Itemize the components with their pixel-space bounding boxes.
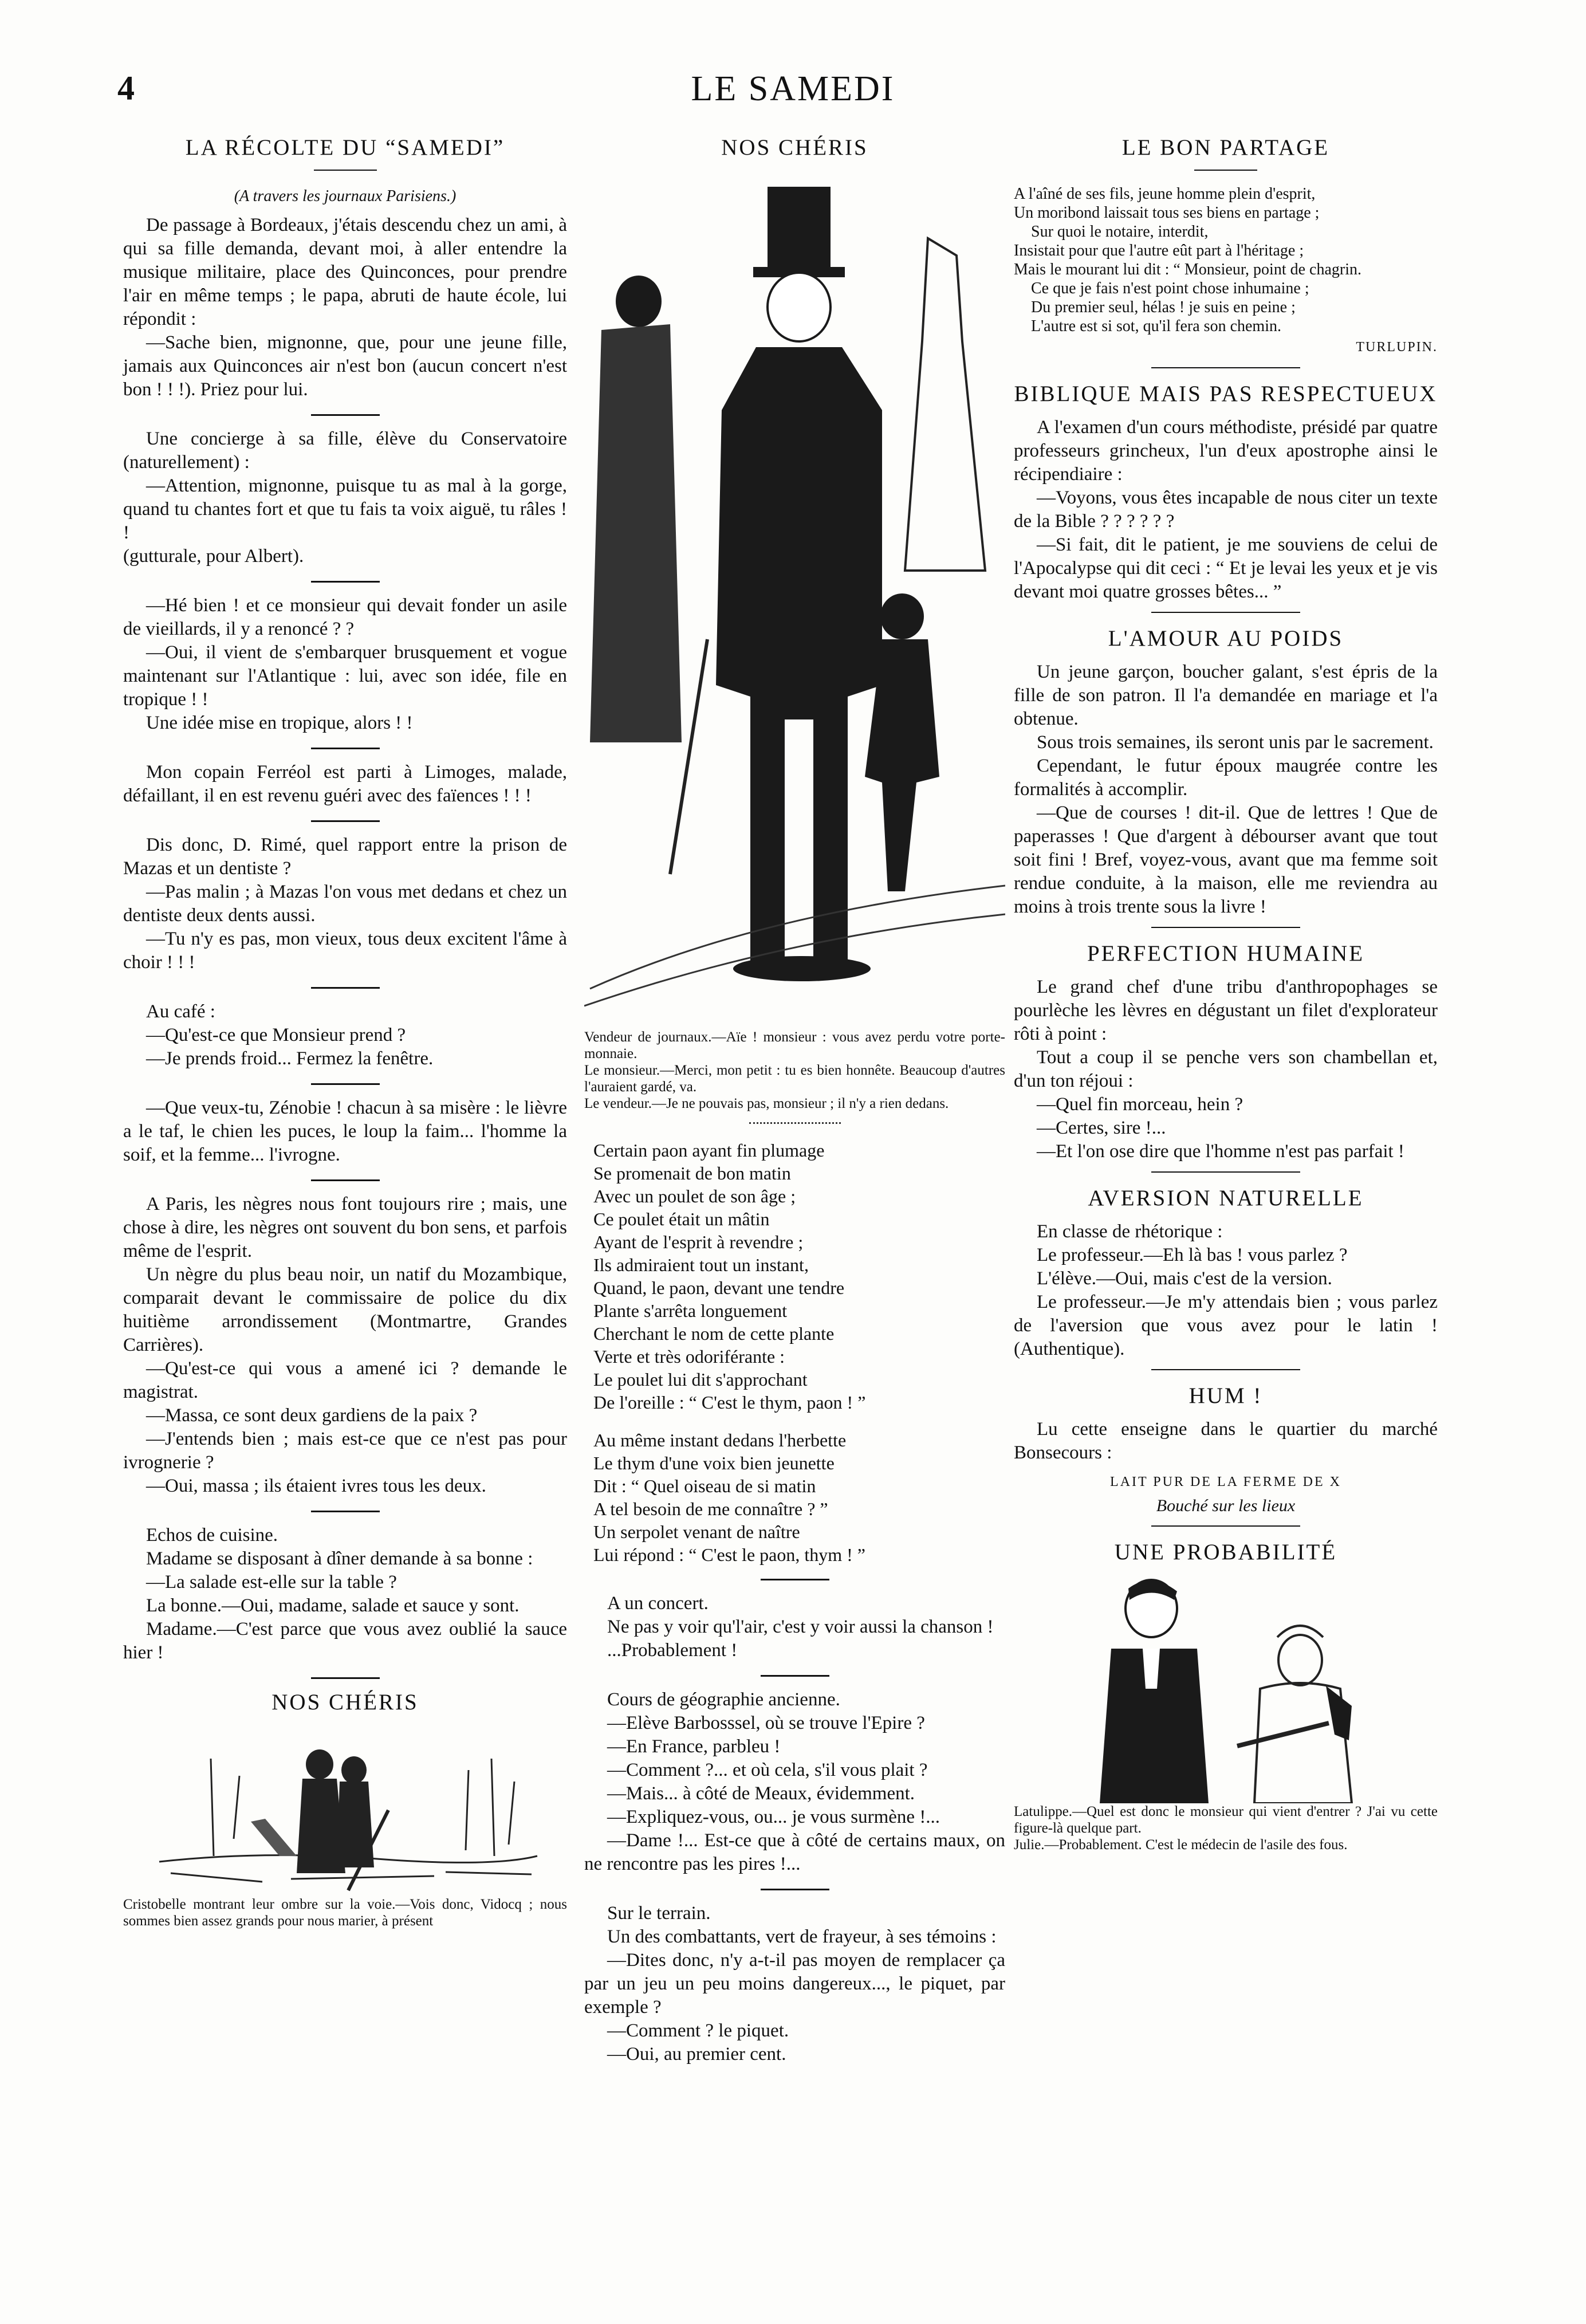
divider xyxy=(311,414,380,416)
verse-line: Lui répond : “ C'est le paon, thym ! ” xyxy=(593,1544,865,1565)
paragraph: —Qu'est-ce que Monsieur prend ? xyxy=(146,1025,406,1045)
verse-line: A tel besoin de me connaître ? ” xyxy=(593,1499,828,1519)
page-header xyxy=(0,69,1586,120)
paragraph: Dis donc, D. Rimé, quel rapport entre la prison de Mazas et un dentiste ? xyxy=(123,835,567,879)
divider xyxy=(311,987,380,989)
article-subtitle: (A travers les journaux Parisiens.) xyxy=(234,187,456,205)
paragraph: —Oui, il vient de s'embarquer brusquement et vogue maintenant sur l'Atlantique : lui, avec son idée, file en tropique ! ! xyxy=(123,642,567,710)
paragraph: Le professeur.—Eh là bas ! vous parlez ? xyxy=(1037,1245,1348,1265)
verse-line: Mais le mourant lui dit : “ Monsieur, point de chagrin. xyxy=(1014,261,1361,278)
paragraph: Une concierge à sa fille, élève du Conservatoire (naturellement) : xyxy=(123,428,567,473)
verse-line: Se promenait de bon matin xyxy=(593,1163,791,1183)
paragraph: Le grand chef d'une tribu d'anthropophages se pourlèche les lèvres en dégustant un filet d'explorateur rôti à point : xyxy=(1014,977,1438,1044)
verse-line: Ils admiraient tout un instant, xyxy=(593,1255,809,1275)
paragraph: —Hé bien ! et ce monsieur qui devait fonder un asile de vieillards, il y a renoncé ? ? xyxy=(123,595,567,639)
divider xyxy=(1151,1525,1300,1527)
verse-line: Le thym d'une voix bien jeunette xyxy=(593,1453,835,1473)
paragraph: (gutturale, pour Albert). xyxy=(123,546,304,567)
paragraph: Cependant, le futur époux maugrée contre les formalités à accomplir. xyxy=(1014,756,1438,800)
verse-line: A l'aîné de ses fils, jeune homme plein d'esprit, xyxy=(1014,185,1316,203)
paragraph: —Dites donc, n'y a-t-il pas moyen de remplacer ça par un jeu un peu moins dangereux..., le piquet, par exemple ? xyxy=(584,1950,1005,2018)
illustration-caption: Vendeur de journaux.—Aïe ! monsieur : vous avez perdu votre porte-monnaie. Le monsieur.—Merci, mon petit : tu es bien honnête. Beaucoup d'autres l'auraient gardé, va. Le vendeur.—Je ne pouvais pas, monsieur ; il n'y a rien dedans. xyxy=(584,1029,1005,1111)
paragraph: Sous trois semaines, ils seront unis par le sacrement. xyxy=(1037,732,1434,753)
gentleman-and-newsboy-illustration xyxy=(584,170,1005,1029)
paragraph: —Massa, ce sont deux gardiens de la paix ? xyxy=(146,1405,478,1426)
divider xyxy=(311,748,380,749)
divider xyxy=(311,1083,380,1085)
divider xyxy=(761,1889,829,1890)
paragraph: —Voyons, vous êtes incapable de nous citer un texte de la Bible ? ? ? ? ? ? xyxy=(1014,487,1438,532)
divider xyxy=(1151,367,1300,368)
verse-line: De l'oreille : “ C'est le thym, paon ! ” xyxy=(593,1392,866,1413)
paragraph: Un jeune garçon, boucher galant, s'est épris de la fille de son patron. Il l'a demandée en mariage et l'a obtenue. xyxy=(1014,662,1438,729)
paragraph: —Comment ?... et où cela, s'il vous plait ? xyxy=(607,1760,928,1780)
article-title: AVERSION NATURELLE xyxy=(1088,1186,1364,1210)
paragraph: —Que veux-tu, Zénobie ! chacun à sa misère : le lièvre a le taf, le chien les puces, le loup la faim... l'homme la soif, et la femme... l'ivrogne. xyxy=(123,1098,567,1165)
divider xyxy=(761,1579,829,1580)
paragraph: Ne pas y voir qu'l'air, c'est y voir aussi la chanson ! xyxy=(607,1617,994,1637)
article-title: HUM ! xyxy=(1188,1383,1263,1408)
article-title: BIBLIQUE MAIS PAS RESPECTUEUX xyxy=(1014,382,1438,406)
illustration-caption: Cristobelle montrant leur ombre sur la voie.—Vois donc, Vidocq ; nous sommes bien assez grands pour nous marier, à présent xyxy=(123,1897,567,1929)
divider xyxy=(311,1179,380,1181)
paragraph: Un nègre du plus beau noir, un natif du Mozambique, comparait devant le commissaire de police du dix huitième arrondissement (Montmartre, Grandes Carrières). xyxy=(123,1264,567,1355)
paragraph: Madame.—C'est parce que vous avez oublié la sauce hier ! xyxy=(123,1619,567,1663)
paragraph: —Oui, au premier cent. xyxy=(607,2044,786,2065)
masthead: LE SAMEDI xyxy=(691,69,895,108)
verse-line: Ce poulet était un mâtin xyxy=(593,1209,770,1229)
verse-line: Au même instant dedans l'herbette xyxy=(593,1430,847,1450)
paragraph: De passage à Bordeaux, j'étais descendu chez un ami, à qui sa fille demanda, devant moi, à aller entendre la musique militaire, place des Quinconces, pour prendre l'air en même temps ; le papa, abruti de haute école, lui répondit : xyxy=(123,215,567,329)
paragraph: Le professeur.—Je m'y attendais bien ; vous parlez de l'aversion que vous avez pour le latin ! (Authentique). xyxy=(1014,1292,1438,1359)
article-title: UNE PROBABILITÉ xyxy=(1114,1540,1337,1564)
divider xyxy=(1151,1369,1300,1370)
paragraph: —Sache bien, mignonne, que, pour une jeune fille, jamais aux Quinconces air n'est bon (aucun concert n'est bon ! ! !). Priez pour lui. xyxy=(123,332,567,400)
verse-line: Quand, le paon, devant une tendre xyxy=(593,1277,845,1298)
verse-line: Certain paon ayant fin plumage xyxy=(593,1140,825,1161)
paragraph: L'élève.—Oui, mais c'est de la version. xyxy=(1037,1268,1332,1289)
paragraph: —Attention, mignonne, puisque tu as mal à la gorge, quand tu chantes fort et que tu fais ta voix aiguë, tu râles ! ! xyxy=(123,475,567,543)
verse-line: Ayant de l'esprit à revendre ; xyxy=(593,1232,804,1252)
paragraph: A l'examen d'un cours méthodiste, présidé par quatre professeurs grincheux, l'un d'eux apostrophe ainsi le récipendiaire : xyxy=(1014,417,1438,485)
gentleman-and-lady-illustration xyxy=(1065,1574,1386,1803)
shadow-couple-illustration xyxy=(148,1724,543,1896)
paragraph: En classe de rhétorique : xyxy=(1037,1221,1223,1242)
verse-line: Avec un poulet de son âge ; xyxy=(593,1186,796,1206)
paragraph: Au café : xyxy=(146,1001,215,1022)
paragraph: —J'entends bien ; mais est-ce que ce n'est pas pour ivrognerie ? xyxy=(123,1429,567,1473)
verse-line: Cherchant le nom de cette plante xyxy=(593,1323,835,1344)
paragraph: Lu cette enseigne dans le quartier du marché Bonsecours : xyxy=(1014,1419,1438,1463)
illustration-caption: Latulippe.—Quel est donc le monsieur qui vient d'entrer ? J'ai vu cette figure-là quelque part. Julie.—Probablement. C'est le médecin de l'asile des fous. xyxy=(1014,1804,1438,1853)
page-number: 4 xyxy=(117,69,135,107)
verse-line: Le poulet lui dit s'approchant xyxy=(593,1369,808,1390)
verse-line: Insistait pour que l'autre eût part à l'héritage ; xyxy=(1014,242,1304,259)
paragraph: Cours de géographie ancienne. xyxy=(607,1689,840,1710)
paragraph: —Mais... à côté de Meaux, évidemment. xyxy=(607,1783,915,1804)
verse-line: Un moribond laissait tous ses biens en partage ; xyxy=(1014,204,1320,222)
paragraph: —Oui, massa ; ils étaient ivres tous les deux. xyxy=(146,1476,486,1496)
paragraph: —Expliquez-vous, ou... je vous surmène !... xyxy=(607,1807,940,1827)
paragraph: —Qu'est-ce qui vous a amené ici ? demande le magistrat. xyxy=(123,1358,567,1402)
paragraph: La bonne.—Oui, madame, salade et sauce y sont. xyxy=(146,1595,520,1616)
paragraph: Madame se disposant à dîner demande à sa bonne : xyxy=(146,1548,533,1569)
paragraph: Tout a coup il se penche vers son chambellan et, d'un ton réjoui : xyxy=(1014,1047,1438,1091)
article-title: LA RÉCOLTE DU “SAMEDI” xyxy=(185,135,505,160)
column-middle xyxy=(584,129,1005,2066)
divider xyxy=(749,1122,841,1124)
paragraph: —Pas malin ; à Mazas l'on vous met dedans et chez un dentiste deux dents aussi. xyxy=(123,882,567,926)
column-right xyxy=(1014,129,1438,1853)
paragraph: —Si fait, dit le patient, je me souviens de celui de l'Apocalypse qui dit ceci : “ Et je levai les yeux et je vis devant moi quatre grosses bêtes... ” xyxy=(1014,534,1438,602)
article-title: NOS CHÉRIS xyxy=(721,135,868,160)
shop-sign-subtext: Bouché sur les lieux xyxy=(1156,1496,1296,1515)
verse-line: Dit : “ Quel oiseau de si matin xyxy=(593,1476,816,1496)
paragraph: ...Probablement ! xyxy=(607,1640,738,1661)
verse-line: Sur quoi le notaire, interdit, xyxy=(1031,223,1209,241)
divider xyxy=(311,1677,380,1679)
paragraph: —Tu n'y es pas, mon vieux, tous deux excitent l'âme à choir ! ! ! xyxy=(123,929,567,973)
verse-line: Plante s'arrêta longuement xyxy=(593,1300,788,1321)
divider xyxy=(311,1511,380,1512)
divider xyxy=(314,170,377,171)
divider xyxy=(1151,927,1300,928)
verse-line: Du premier seul, hélas ! je suis en peine ; xyxy=(1031,298,1296,316)
divider xyxy=(311,820,380,822)
paragraph: —La salade est-elle sur la table ? xyxy=(146,1572,397,1592)
article-title: PERFECTION HUMAINE xyxy=(1087,941,1365,966)
verse-line: Un serpolet venant de naître xyxy=(593,1521,800,1542)
article-title: NOS CHÉRIS xyxy=(271,1690,419,1715)
paragraph: Sur le terrain. xyxy=(607,1903,711,1924)
divider xyxy=(1194,170,1257,171)
paragraph: —Certes, sire !... xyxy=(1037,1118,1166,1138)
paragraph: —Elève Barbosssel, où se trouve l'Epire ? xyxy=(607,1713,925,1733)
paragraph: A Paris, les nègres nous font toujours rire ; mais, une chose à dire, les nègres ont souvent du bon sens, et parfois même de l'esprit. xyxy=(123,1194,567,1261)
divider xyxy=(761,1675,829,1677)
divider xyxy=(311,581,380,583)
paragraph: Echos de cuisine. xyxy=(146,1525,278,1546)
paragraph: Un des combattants, vert de frayeur, à ses témoins : xyxy=(607,1926,997,1947)
divider xyxy=(1151,612,1300,613)
paragraph: —Quel fin morceau, hein ? xyxy=(1037,1094,1243,1115)
verse-line: Verte et très odoriférante : xyxy=(593,1346,785,1367)
signature: TURLUPIN. xyxy=(1356,340,1438,355)
paragraph: A un concert. xyxy=(607,1593,709,1614)
paragraph: —En France, parbleu ! xyxy=(607,1736,781,1757)
shop-sign-text: LAIT PUR DE LA FERME DE X xyxy=(1110,1474,1341,1489)
paragraph: —Et l'on ose dire que l'homme n'est pas parfait ! xyxy=(1037,1141,1404,1162)
divider xyxy=(1151,1171,1300,1173)
paragraph: Une idée mise en tropique, alors ! ! xyxy=(146,713,413,733)
paragraph: —Dame !... Est-ce que à côté de certains maux, on ne rencontre pas les pires !... xyxy=(584,1830,1005,1874)
column-left xyxy=(123,129,567,1929)
verse-line: L'autre est si sot, qu'il fera son chemin. xyxy=(1031,317,1281,335)
paragraph: —Que de courses ! dit-il. Que de lettres ! Que de paperasses ! Que d'argent à débourser avant que tout soit fini ! Bref, voyez-vous, avant que ma femme soit rendue conduite, à la maison, elle me reviendra au moins à trois trente sous la livre ! xyxy=(1014,803,1438,917)
poem xyxy=(584,1139,1005,1414)
verse xyxy=(1014,184,1438,336)
paragraph: Mon copain Ferréol est parti à Limoges, malade, défaillant, il en est revenu guéri avec des faïences ! ! ! xyxy=(123,762,567,806)
article-title: LE BON PARTAGE xyxy=(1121,135,1330,160)
poem xyxy=(584,1429,1005,1566)
paragraph: —Je prends froid... Fermez la fenêtre. xyxy=(146,1048,434,1069)
article-title: L'AMOUR AU POIDS xyxy=(1108,626,1344,651)
paragraph: —Comment ? le piquet. xyxy=(607,2020,789,2041)
verse-line: Ce que je fais n'est point chose inhumaine ; xyxy=(1031,280,1309,297)
